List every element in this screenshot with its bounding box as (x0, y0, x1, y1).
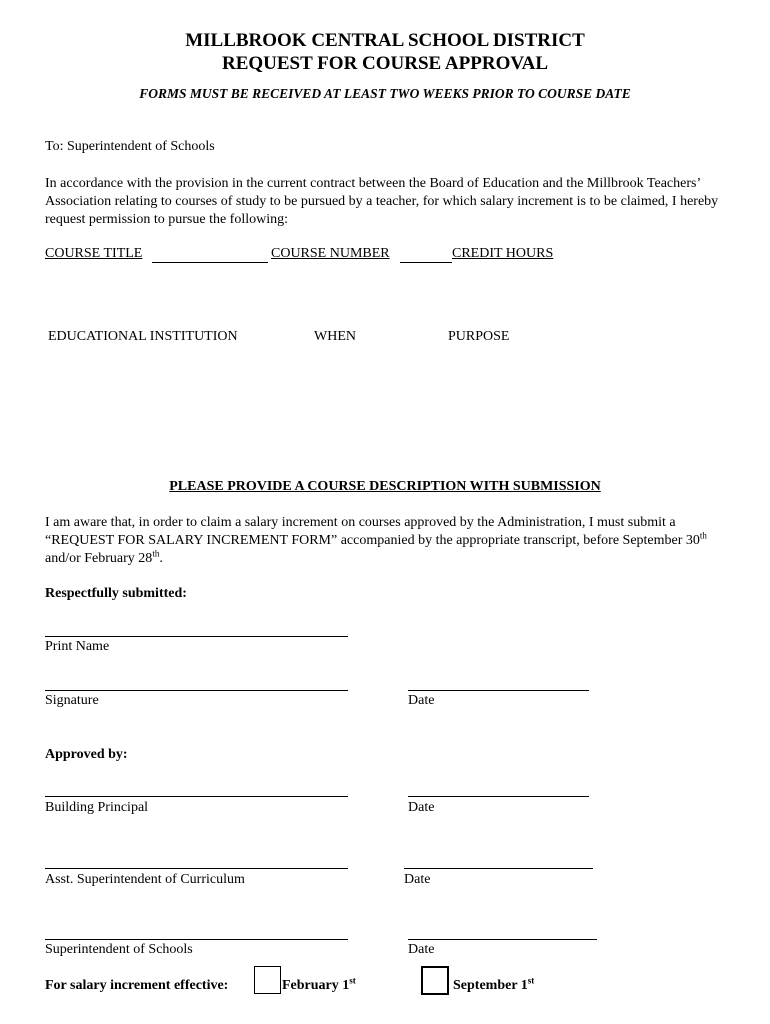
february-option-text: February 1 (282, 978, 350, 993)
superintendent-line[interactable] (45, 939, 348, 940)
course-title-label: COURSE TITLE (45, 246, 143, 261)
february-option-sup: st (349, 975, 356, 986)
course-number-underline (400, 262, 452, 263)
credit-hours-label: CREDIT HOURS (452, 246, 554, 261)
principal-date-label: Date (408, 800, 435, 815)
awareness-sup-1: th (699, 530, 707, 541)
course-title-underline (152, 262, 268, 263)
submission-notice: FORMS MUST BE RECEIVED AT LEAST TWO WEEKS PRIOR TO COURSE DATE (139, 86, 631, 101)
asst-superintendent-label: Asst. Superintendent of Curriculum (45, 872, 245, 887)
september-option-sup: st (527, 975, 535, 986)
awareness-paragraph (45, 514, 725, 568)
course-description-notice: PLEASE PROVIDE A COURSE DESCRIPTION WITH SUBMISSION (169, 479, 601, 494)
february-option-label (282, 975, 356, 994)
respectfully-submitted-heading: Respectfully submitted: (45, 586, 187, 601)
approved-by-heading: Approved by: (45, 747, 128, 762)
september-checkbox[interactable] (421, 966, 449, 995)
signature-line[interactable] (45, 690, 348, 691)
asst-superintendent-date-label: Date (404, 872, 431, 887)
print-name-label: Print Name (45, 639, 110, 654)
when-label: WHEN (314, 329, 356, 344)
course-number-label: COURSE NUMBER (271, 246, 390, 261)
asst-superintendent-date-line[interactable] (404, 868, 593, 869)
salary-increment-label: For salary increment effective: (45, 978, 229, 993)
print-name-line[interactable] (45, 636, 348, 637)
superintendent-date-line[interactable] (408, 939, 597, 940)
signature-date-line[interactable] (408, 690, 589, 691)
intro-paragraph: In accordance with the provision in the current contract between the Board of Education and the Millbrook Teachers’ Association relating to courses of study to be pursued by a teacher, for which salary increment is to be claimed, I hereby request permission to pursue the following: (45, 176, 719, 227)
form-title: REQUEST FOR COURSE APPROVAL (221, 53, 549, 74)
february-checkbox[interactable] (254, 966, 281, 994)
superintendent-date-label: Date (408, 942, 435, 957)
signature-label: Signature (45, 693, 99, 708)
awareness-text-2: and/or February 28 (45, 551, 153, 566)
september-option-label (453, 975, 535, 994)
september-option-text: September 1 (453, 978, 528, 993)
addressee: To: Superintendent of Schools (45, 139, 215, 154)
awareness-sup-2: th (152, 548, 160, 559)
asst-superintendent-line[interactable] (45, 868, 348, 869)
district-title: MILLBROOK CENTRAL SCHOOL DISTRICT (185, 30, 585, 51)
awareness-text-3: . (159, 551, 163, 566)
signature-date-label: Date (408, 693, 435, 708)
awareness-text-1: I am aware that, in order to claim a salary increment on courses approved by the Administration, I must submit a “REQUEST FOR SALARY INCREMENT FORM” accompanied by the appropriate transcript, before September 30 (45, 515, 700, 548)
principal-date-line[interactable] (408, 796, 589, 797)
purpose-label: PURPOSE (448, 329, 510, 344)
superintendent-label: Superintendent of Schools (45, 942, 193, 957)
building-principal-label: Building Principal (45, 800, 149, 815)
building-principal-line[interactable] (45, 796, 348, 797)
educational-institution-label: EDUCATIONAL INSTITUTION (48, 329, 238, 344)
